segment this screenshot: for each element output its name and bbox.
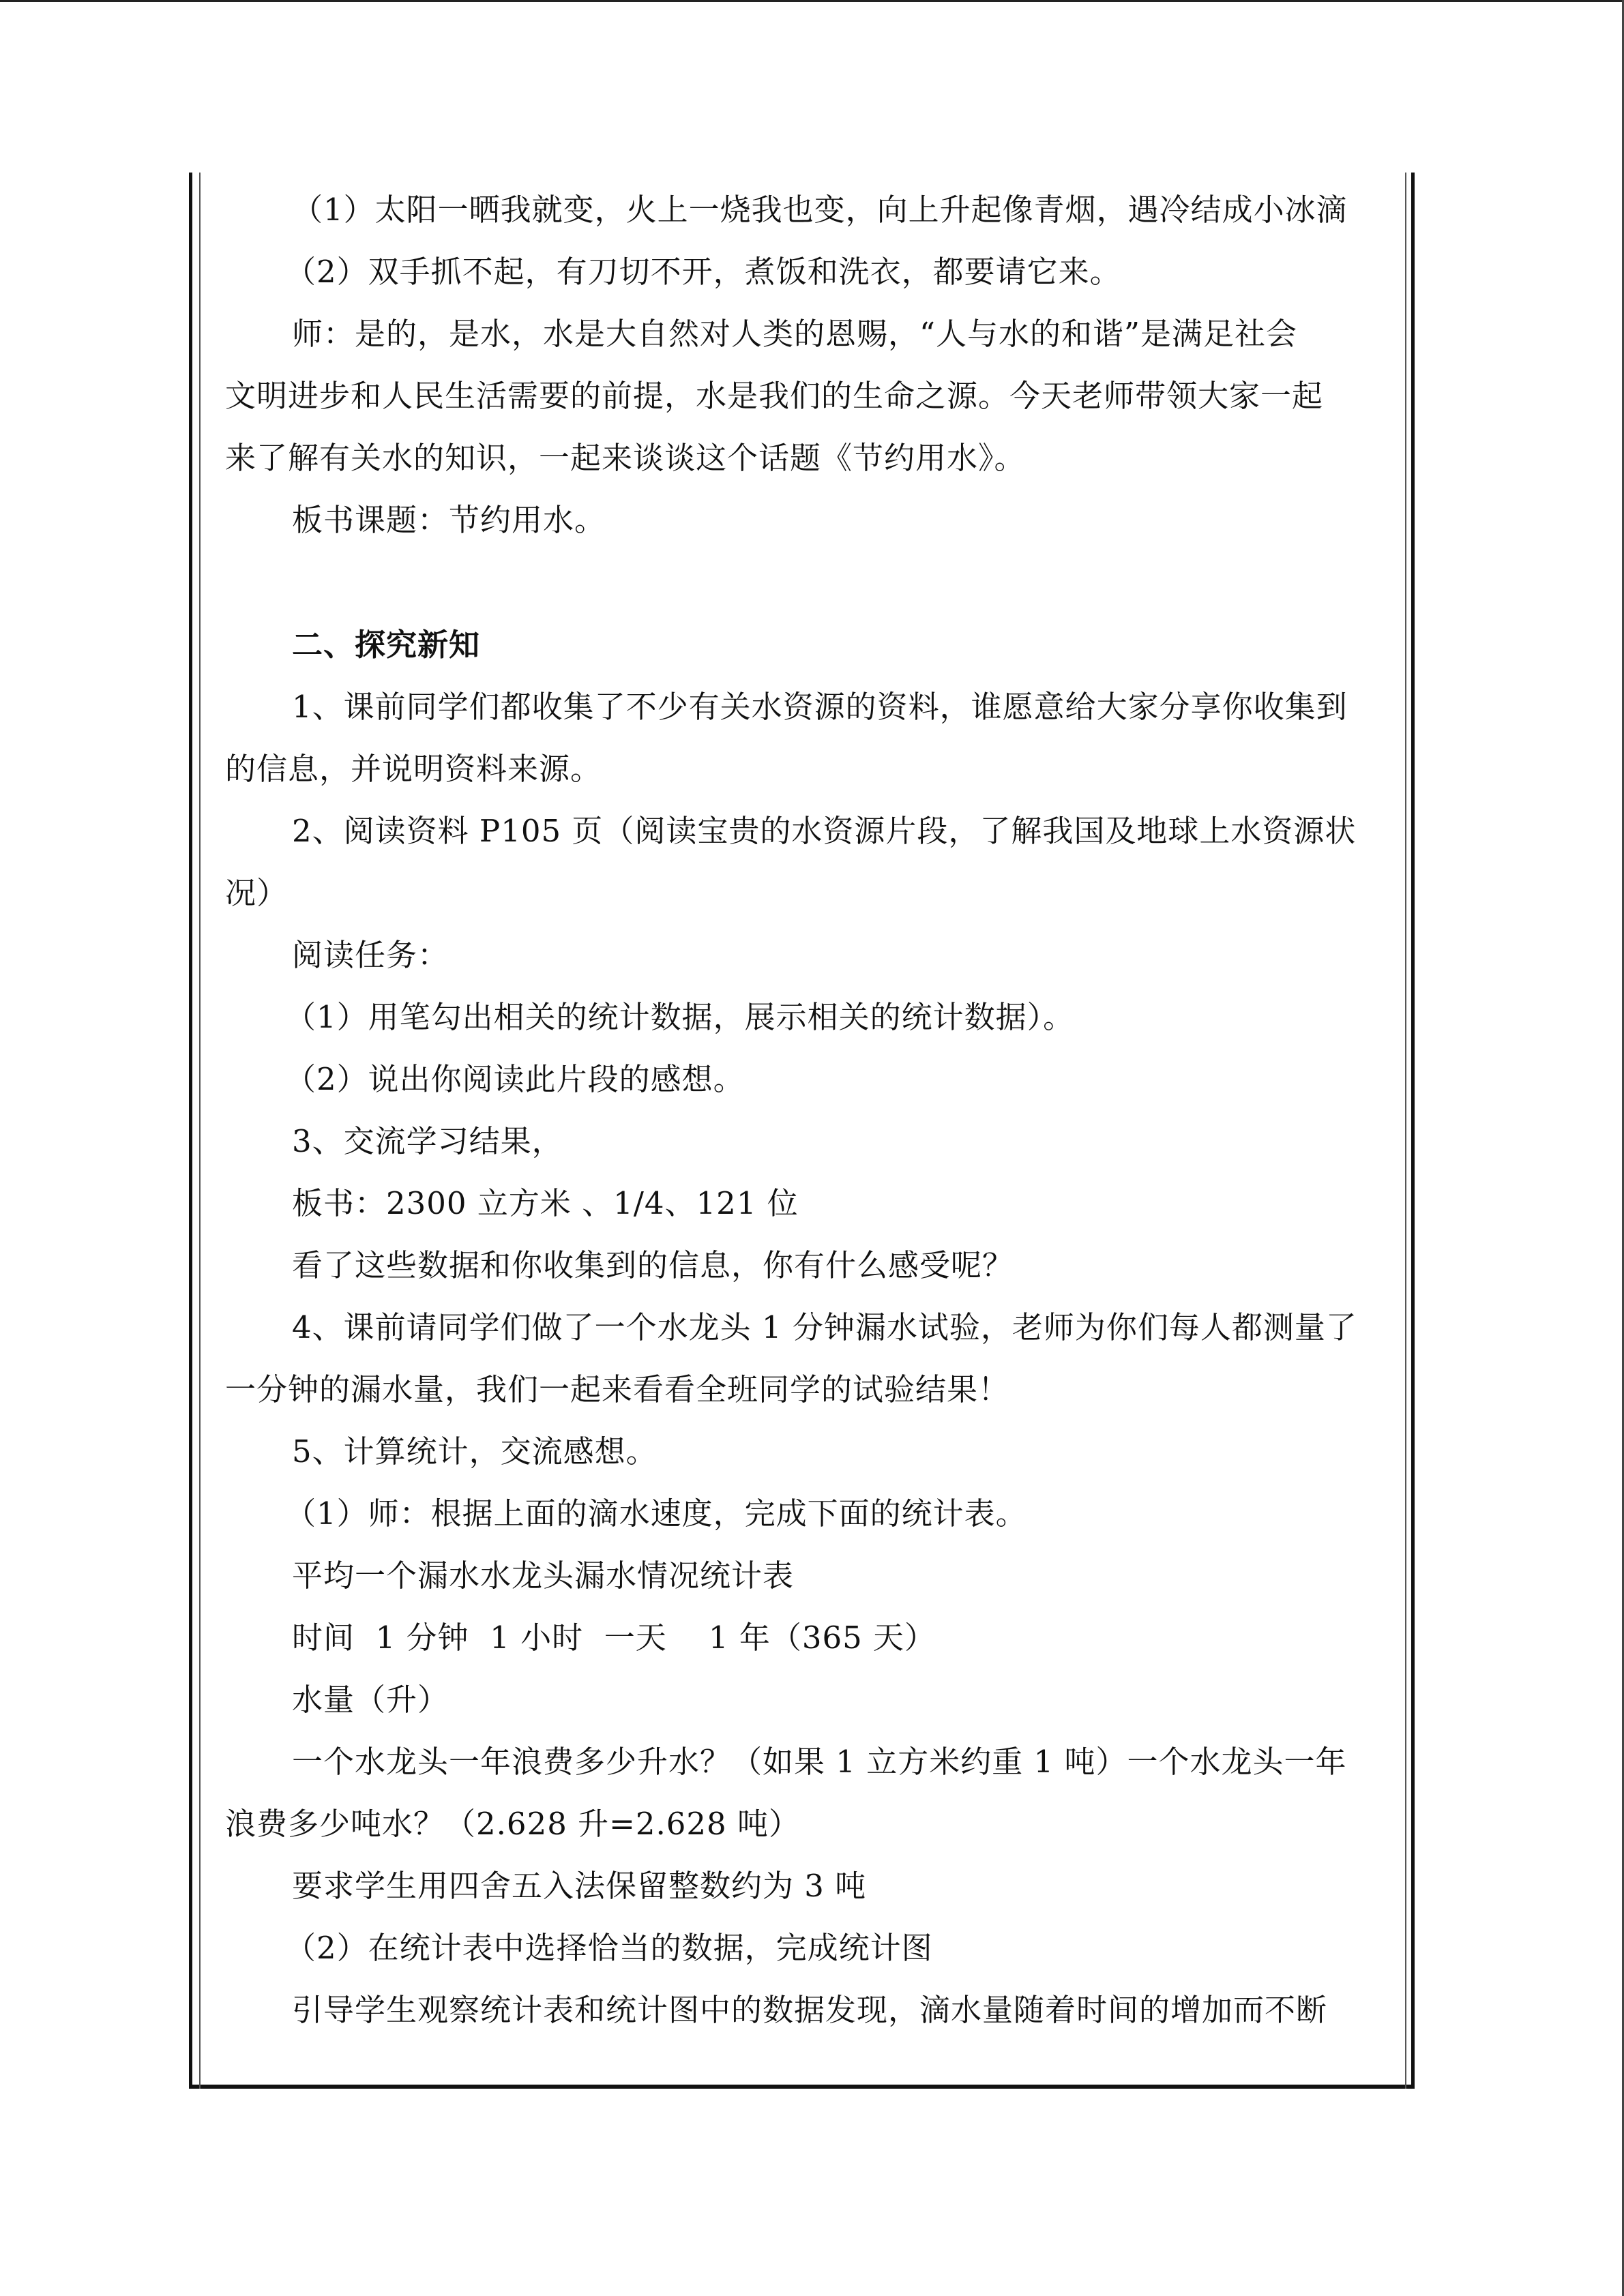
question-line-2: 浪费多少吨水？（2.628 升=2.628 吨） <box>225 1806 800 1842</box>
step-4-line-2: 一分钟的漏水量，我们一起来看看全班同学的试验结果！ <box>225 1371 1010 1407</box>
step-2-line-1: 2、阅读资料 P105 页（阅读宝贵的水资源片段，了解我国及地球上水资源状 <box>292 813 1357 849</box>
stats-table-title: 平均一个漏水水龙头漏水情况统计表 <box>292 1557 795 1594</box>
teacher-paragraph-line-1: 师：是的，是水，水是大自然对人类的恩赐，“人与水的和谐”是满足社会 <box>292 316 1298 352</box>
step-5-sub-2: （2）在统计表中选择恰当的数据，完成统计图 <box>285 1930 933 1966</box>
stats-table-row-label: 水量（升） <box>292 1682 449 1718</box>
step-5-line: 5、计算统计，交流感想。 <box>292 1433 658 1470</box>
teacher-paragraph-line-3: 来了解有关水的知识，一起来谈谈这个话题《节约用水》。 <box>225 440 1026 476</box>
teacher-paragraph-line-2: 文明进步和人民生活需要的前提，水是我们的生命之源。今天老师带领大家一起 <box>225 378 1324 414</box>
step-2-line-2: 况） <box>225 875 289 911</box>
step-3-line: 3、交流学习结果， <box>292 1123 563 1159</box>
riddle-1: （1）太阳一晒我就变，火上一烧我也变，向上升起像青烟，遇冷结成小冰滴 <box>292 192 1348 228</box>
riddle-2: （2）双手抓不起，有刀切不开，煮饭和洗衣，都要请它来。 <box>285 254 1121 290</box>
blank-spacer <box>225 551 1391 614</box>
rounding-line: 要求学生用四舍五入法保留整数约为 3 吨 <box>292 1868 867 1904</box>
reading-task-label: 阅读任务： <box>292 937 449 973</box>
frame-left-inner-rule <box>199 173 201 2089</box>
reading-task-1: （1）用笔勾出相关的统计数据，展示相关的统计数据）。 <box>285 999 1075 1035</box>
guide-line: 引导学生观察统计表和统计图中的数据发现，滴水量随着时间的增加而不断 <box>292 1992 1328 2028</box>
feeling-question-line: 看了这些数据和你收集到的信息，你有什么感受呢？ <box>292 1247 1014 1283</box>
question-line-1: 一个水龙头一年浪费多少升水？（如果 1 立方米约重 1 吨）一个水龙头一年 <box>292 1744 1347 1780</box>
reading-task-2: （2）说出你阅读此片段的感想。 <box>285 1061 745 1097</box>
step-1-line-2: 的信息，并说明资料来源。 <box>225 751 602 787</box>
page-top-border <box>0 0 1624 2</box>
step-5-sub-1: （1）师：根据上面的滴水速度，完成下面的统计表。 <box>285 1495 1027 1532</box>
section-heading: 二、探究新知 <box>292 627 481 663</box>
step-1-line-1: 1、课前同学们都收集了不少有关水资源的资料，谁愿意给大家分享你收集到 <box>292 689 1348 725</box>
stats-table-header: 时间 1 分钟 1 小时 一天 1 年（365 天） <box>292 1620 936 1656</box>
board-data-line: 板书：2300 立方米 、1/4、121 位 <box>292 1185 799 1221</box>
frame-right-inner-rule <box>1405 173 1406 2089</box>
step-4-line-1: 4、课前请同学们做了一个水龙头 1 分钟漏水试验，老师为你们每人都测量了 <box>292 1309 1357 1345</box>
lesson-text-body <box>225 179 1391 2041</box>
board-title-line: 板书课题：节约用水。 <box>292 502 606 538</box>
